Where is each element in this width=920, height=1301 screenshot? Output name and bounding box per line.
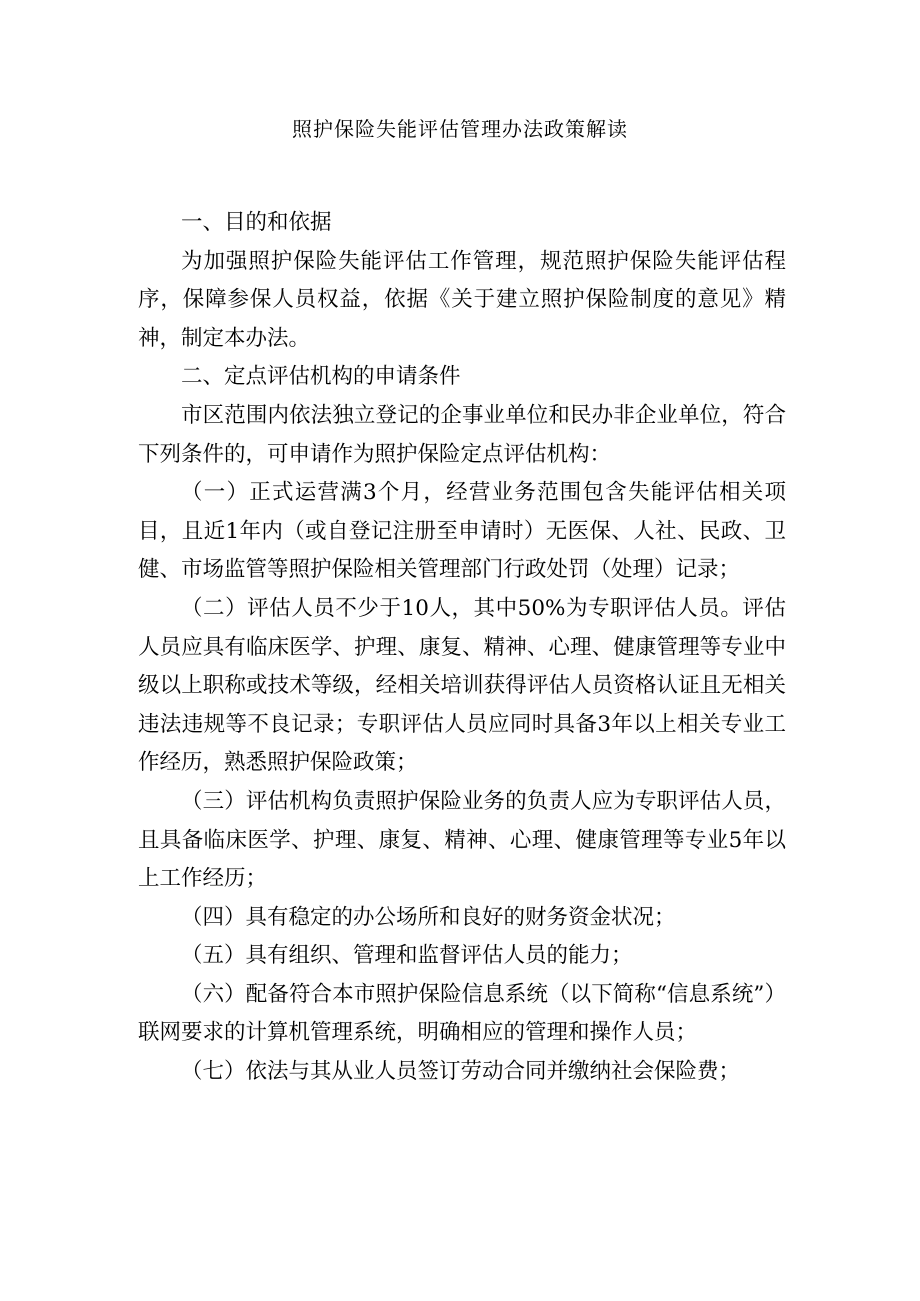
condition-item-3: （三）评估机构负责照护保险业务的负责人应为专职评估人员，且具备临床医学、护理、康复、精神、心理、健康管理等专业5年以上工作经历； xyxy=(138,788,786,892)
paragraph-conditions-intro: 市区范围内依法独立登记的企事业单位和民办非企业单位，符合下列条件的，可申请作为照护保险定点评估机构： xyxy=(138,402,786,467)
page-title: 照护保险失能评估管理办法政策解读 xyxy=(292,117,628,141)
condition-item-7: （七）依法与其从业人员签订劳动合同并缴纳社会保险费； xyxy=(181,1059,741,1085)
condition-item-5: （五）具有组织、管理和监督评估人员的能力； xyxy=(181,943,633,969)
section-heading-purpose: 一、目的和依据 xyxy=(181,210,332,235)
condition-item-4: （四）具有稳定的办公场所和良好的财务资金状况； xyxy=(181,904,676,930)
document-body xyxy=(138,204,786,1092)
condition-item-6: （六）配备符合本市照护保险信息系统（以下简称“信息系统”）联网要求的计算机管理系统，明确相应的管理和操作人员； xyxy=(138,981,786,1046)
condition-item-1: （一）正式运营满3个月，经营业务范围包含失能评估相关项目，且近1年内（或自登记注册至申请时）无医保、人社、民政、卫健、市场监管等照护保险相关管理部门行政处罚（处理）记录； xyxy=(138,480,786,583)
condition-item-2: （二）评估人员不少于10人，其中50%为专职评估人员。评估人员应具有临床医学、护理、康复、精神、心理、健康管理等专业中级以上职称或技术等级，经相关培训获得评估人员资格认证且无相关违法违规等不良记录；专职评估人员应同时具备3年以上相关专业工作经历，熟悉照护保险政策； xyxy=(138,595,786,776)
paragraph-purpose: 为加强照护保险失能评估工作管理，规范照护保险失能评估程序，保障参保人员权益，依据《关于建立照护保险制度的意见》精神，制定本办法。 xyxy=(138,248,786,351)
section-heading-conditions: 二、定点评估机构的申请条件 xyxy=(181,364,461,390)
